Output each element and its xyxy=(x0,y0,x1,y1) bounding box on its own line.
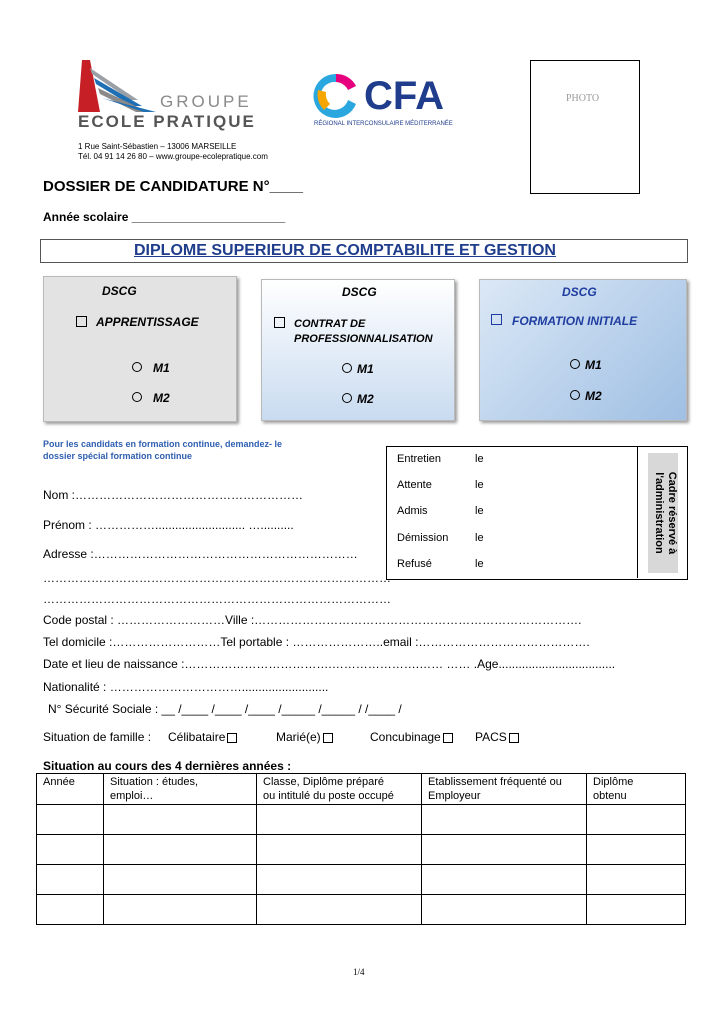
admin-value-attente: le xyxy=(475,479,484,491)
code-postal-ville-field[interactable]: Code postal : ………………………Ville :………………………………………………………………………. xyxy=(43,613,582,627)
option-professionnalisation xyxy=(261,279,455,421)
professionnalisation-label-1: CONTRAT DE xyxy=(294,318,366,330)
logo-text-ecole-pratique: ECOLE PRATIQUE xyxy=(78,112,256,131)
admin-label-refuse: Refusé xyxy=(397,558,432,570)
professionnalisation-label-2: PROFESSIONNALISATION xyxy=(294,333,433,345)
admin-label-admis: Admis xyxy=(397,505,428,517)
apprentissage-checkbox[interactable] xyxy=(76,316,87,327)
prenom-field[interactable]: Prénom : ……………........................... ….......... xyxy=(43,518,294,532)
opt-pacs-label: PACS xyxy=(475,730,507,744)
address-line-2: Tél. 04 91 14 26 80 – www.groupe-ecolepratique.com xyxy=(78,152,268,161)
m2-label: M2 xyxy=(357,392,374,406)
diploma-banner-text: DIPLOME SUPERIEUR DE COMPTABILITE ET GESTION xyxy=(134,242,556,259)
concubinage-checkbox[interactable] xyxy=(443,733,453,743)
m1-radio[interactable] xyxy=(132,362,142,372)
m1-label: M1 xyxy=(153,361,170,375)
admin-side-label-1: Cadre réservé à xyxy=(666,471,678,555)
opt-marie[interactable] xyxy=(276,730,333,744)
option-heading: DSCG xyxy=(342,285,377,299)
admin-side-label xyxy=(648,453,678,573)
marie-checkbox[interactable] xyxy=(323,733,333,743)
cfa-subtitle: RÉGIONAL INTERCONSULAIRE MÉDITERRANÉE xyxy=(314,121,453,127)
admin-value-demission: le xyxy=(475,532,484,544)
apprentissage-label: APPRENTISSAGE xyxy=(96,315,199,329)
diploma-banner xyxy=(40,239,688,263)
header-diplome: Diplôme obtenu xyxy=(587,774,686,805)
header-etablissement: Etablissement fréquenté ou Employeur xyxy=(422,774,587,805)
cfa-logo-mark xyxy=(310,70,362,120)
cfa-logo-text: CFA xyxy=(364,74,444,118)
option-heading: DSCG xyxy=(562,285,597,299)
admin-side-column xyxy=(637,447,687,578)
formation-initiale-checkbox[interactable] xyxy=(491,314,502,325)
admin-value-admis: le xyxy=(475,505,484,517)
m1-label: M1 xyxy=(357,362,374,376)
opt-marie-label: Marié(e) xyxy=(276,730,321,744)
securite-sociale-field[interactable]: N° Sécurité Sociale : __ /____ /____ /____ /_____ /_____ / /____ / xyxy=(48,702,402,716)
table-row xyxy=(37,865,686,895)
groupe-ecole-pratique-logo xyxy=(78,60,158,112)
m2-label: M2 xyxy=(153,391,170,405)
admin-value-refuse: le xyxy=(475,558,484,570)
photo-label: PHOTO xyxy=(566,93,600,104)
history-table xyxy=(36,773,686,925)
nationalite-field[interactable]: Nationalité : …………………………….......................... xyxy=(43,680,329,694)
formation-continue-note-2: dossier spécial formation continue xyxy=(43,451,193,461)
option-heading: DSCG xyxy=(102,284,137,298)
professionnalisation-checkbox[interactable] xyxy=(274,317,285,328)
admin-box xyxy=(386,446,688,580)
m1-radio[interactable] xyxy=(570,359,580,369)
page-title: DOSSIER DE CANDIDATURE N°____ xyxy=(43,178,303,195)
m2-radio[interactable] xyxy=(342,393,352,403)
pacs-checkbox[interactable] xyxy=(509,733,519,743)
opt-concubinage-label: Concubinage xyxy=(370,730,441,744)
nom-field[interactable]: Nom :………………………………………………… xyxy=(43,488,304,502)
logo-text-groupe: GROUPE xyxy=(160,92,252,111)
header-situation: Situation : études, emploi… xyxy=(104,774,257,805)
m1-label: M1 xyxy=(585,358,602,372)
tel-email-field[interactable]: Tel domicile :………………………Tel portable : …………………..email :……………………………………. xyxy=(43,635,590,649)
option-formation-initiale xyxy=(479,279,687,421)
admin-label-entretien: Entretien xyxy=(397,453,442,465)
header-classe: Classe, Diplôme préparé ou intitulé du poste occupé xyxy=(257,774,422,805)
naissance-field[interactable]: Date et lieu de naissance :……………………………….………………….…… …… .Age................................... xyxy=(43,657,616,671)
opt-celibataire-label: Célibataire xyxy=(168,730,226,744)
m2-label: M2 xyxy=(585,389,602,403)
adresse-field[interactable]: Adresse :………………………………………………………… xyxy=(43,547,358,561)
adresse-line-3[interactable]: …………………………………………………………………………… xyxy=(43,592,391,606)
history-header-row xyxy=(37,774,686,805)
admin-label-attente: Attente xyxy=(397,479,432,491)
formation-continue-note-1: Pour les candidats en formation continue, demandez- le xyxy=(43,439,283,449)
celibataire-checkbox[interactable] xyxy=(227,733,237,743)
address-line-1: 1 Rue Saint-Sébastien – 13006 MARSEILLE xyxy=(78,142,237,151)
formation-initiale-label: FORMATION INITIALE xyxy=(512,314,638,328)
page-number: 1/4 xyxy=(353,967,365,977)
admin-side-label-2: l'administration xyxy=(653,472,665,554)
table-row xyxy=(37,805,686,835)
m2-radio[interactable] xyxy=(570,390,580,400)
adresse-line-2[interactable]: …………………………………………………………………………… xyxy=(43,571,391,585)
table-row xyxy=(37,835,686,865)
annee-scolaire[interactable]: Année scolaire _______________________ xyxy=(43,210,286,224)
photo-box xyxy=(530,60,640,194)
opt-concubinage[interactable] xyxy=(370,730,453,744)
m1-radio[interactable] xyxy=(342,363,352,373)
option-apprentissage xyxy=(43,276,237,422)
opt-celibataire[interactable] xyxy=(168,730,237,744)
admin-label-demission: Démission xyxy=(397,532,449,544)
situation-famille-label: Situation de famille : xyxy=(43,730,152,744)
header-annee: Année xyxy=(37,774,104,805)
history-title: Situation au cours des 4 dernières années : xyxy=(43,759,292,773)
admin-value-entretien: le xyxy=(475,453,484,465)
opt-pacs[interactable] xyxy=(475,730,519,744)
m2-radio[interactable] xyxy=(132,392,142,402)
table-row xyxy=(37,895,686,925)
